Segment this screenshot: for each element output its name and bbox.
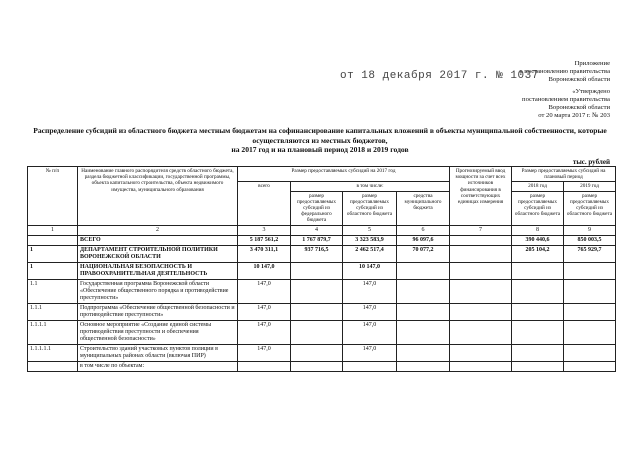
column-number: 3	[238, 225, 291, 235]
row-2018	[512, 320, 564, 344]
row-name: в том числе по объектам:	[78, 361, 238, 371]
row-name: Основное мероприятие «Создание единой системы противодействия преступности и обеспечения общественной безопасности»	[78, 320, 238, 344]
row-mun	[397, 361, 450, 371]
row-fed	[291, 303, 343, 320]
table-row	[28, 279, 616, 303]
header-sub-2018: размер предоставляемых субсидий из областного бюджета	[512, 191, 564, 225]
row-2018	[512, 361, 564, 371]
title-line: на 2017 год и на плановый период 2018 и 2019 годов	[231, 145, 409, 155]
row-2019	[564, 320, 616, 344]
table-row	[28, 361, 616, 371]
row-number	[28, 235, 78, 245]
row-forecast	[450, 279, 512, 303]
row-number: 1.1.1	[28, 303, 78, 320]
column-number: 2	[78, 225, 238, 235]
row-fed: 1 767 879,7	[291, 235, 343, 245]
header-forecast: Прогнозируемый ввод мощности за счет всех источников финансирования в соответствующих единицах измерения	[450, 167, 512, 226]
table-row	[28, 235, 616, 245]
row-mun	[397, 303, 450, 320]
row-fed	[291, 344, 343, 361]
row-number: 1	[28, 262, 78, 279]
title-line: Распределение субсидий из областного бюджета местным бюджетам на софинансирование капитальных вложений в объекты муниципальной собственности, которые	[33, 126, 607, 135]
row-reg: 147,0	[343, 320, 397, 344]
table-row	[28, 245, 616, 262]
row-2018	[512, 279, 564, 303]
header-reg: размер предоставляемых субсидий из областного бюджета	[343, 191, 397, 225]
row-2018: 390 440,6	[512, 235, 564, 245]
row-reg: 147,0	[343, 303, 397, 320]
row-forecast	[450, 320, 512, 344]
header-sub-2019: размер предоставляемых субсидий из областного бюджета	[564, 191, 616, 225]
row-name: Строительство зданий участковых пунктов полиции в муниципальных районах области (включая ПИР)	[78, 344, 238, 361]
row-reg: 147,0	[343, 344, 397, 361]
row-total: 3 470 311,1	[238, 245, 291, 262]
row-mun: 96 097,6	[397, 235, 450, 245]
row-2019	[564, 344, 616, 361]
row-reg: 2 462 517,4	[343, 245, 397, 262]
date-stamp: от 18 декабря 2017 г. № 1037	[340, 70, 539, 82]
row-mun	[397, 262, 450, 279]
header-fed: размер предоставляемых субсидий из федерального бюджета	[291, 191, 343, 225]
row-fed	[291, 262, 343, 279]
annex-line: к постановлению правительства	[519, 68, 610, 75]
row-fed	[291, 320, 343, 344]
column-number-row	[28, 225, 616, 235]
row-number: 1.1	[28, 279, 78, 303]
row-2019: 850 003,5	[564, 235, 616, 245]
row-mun	[397, 320, 450, 344]
annex-line: Приложение	[574, 60, 610, 67]
row-total: 10 147,0	[238, 262, 291, 279]
document-title	[20, 126, 620, 155]
header-row	[28, 167, 616, 182]
annex-line: Воронежской области	[548, 76, 610, 83]
column-number: 1	[28, 225, 78, 235]
row-2019	[564, 361, 616, 371]
row-fed	[291, 279, 343, 303]
row-forecast	[450, 344, 512, 361]
row-number	[28, 361, 78, 371]
column-number: 7	[450, 225, 512, 235]
header-size-2017: Размер предоставляемых субсидий на 2017 год	[238, 167, 450, 182]
row-2018	[512, 344, 564, 361]
table-row	[28, 262, 616, 279]
row-name: ДЕПАРТАМЕНТ СТРОИТЕЛЬНОЙ ПОЛИТИКИ ВОРОНЕЖСКОЙ ОБЛАСТИ	[78, 245, 238, 262]
row-number: 1.1.1.1.1	[28, 344, 78, 361]
column-number: 9	[564, 225, 616, 235]
column-number: 5	[343, 225, 397, 235]
subsidy-table	[27, 166, 616, 372]
row-reg	[343, 361, 397, 371]
row-2018	[512, 303, 564, 320]
row-mun: 70 077,2	[397, 245, 450, 262]
column-number: 6	[397, 225, 450, 235]
header-no: № п/п	[28, 167, 78, 226]
row-reg: 147,0	[343, 279, 397, 303]
header-incl: в том числе:	[291, 182, 450, 191]
approval-line: Воронежской области	[548, 104, 610, 111]
title-line: осуществляются из местных бюджетов,	[252, 135, 388, 145]
header-2018: 2018 год	[512, 182, 564, 191]
table-row	[28, 344, 616, 361]
row-name: НАЦИОНАЛЬНАЯ БЕЗОПАСНОСТЬ И ПРАВООХРАНИТЕЛЬНАЯ ДЕЯТЕЛЬНОСТЬ	[78, 262, 238, 279]
header-name: Наименование главного распорядителя средств областного бюджета, раздела бюджетной классификации, государственной программы, объекта капитального строительства, объекта недвижимого имущества, муниципального образования	[78, 167, 238, 226]
header-total: всего	[238, 182, 291, 225]
table-row	[28, 320, 616, 344]
row-fed: 937 716,5	[291, 245, 343, 262]
row-name: ВСЕГО	[78, 235, 238, 245]
row-total: 5 187 561,2	[238, 235, 291, 245]
row-total	[238, 361, 291, 371]
approval-line: «Утверждено	[572, 88, 610, 95]
row-number: 1	[28, 245, 78, 262]
row-2019	[564, 262, 616, 279]
row-reg: 10 147,0	[343, 262, 397, 279]
row-total: 147,0	[238, 279, 291, 303]
row-number: 1.1.1.1	[28, 320, 78, 344]
header-plan: Размер предоставляемых субсидий на плановый период	[512, 167, 616, 182]
row-total: 147,0	[238, 303, 291, 320]
row-2018: 205 104,2	[512, 245, 564, 262]
row-2018	[512, 262, 564, 279]
row-2019: 765 929,7	[564, 245, 616, 262]
header-mun: средства муниципального бюджета	[397, 191, 450, 225]
approval-note	[390, 88, 610, 120]
row-forecast	[450, 245, 512, 262]
row-forecast	[450, 303, 512, 320]
table-row	[28, 303, 616, 320]
row-mun	[397, 279, 450, 303]
header-2019: 2019 год	[564, 182, 616, 191]
row-2019	[564, 279, 616, 303]
row-forecast	[450, 262, 512, 279]
units-label: тыс. рублей	[572, 158, 610, 166]
column-number: 8	[512, 225, 564, 235]
row-name: Подпрограмма «Обеспечение общественной безопасности и противодействие преступности»	[78, 303, 238, 320]
approval-line: постановлением правительства	[522, 96, 610, 103]
column-number: 4	[291, 225, 343, 235]
row-total: 147,0	[238, 320, 291, 344]
row-forecast	[450, 361, 512, 371]
row-mun	[397, 344, 450, 361]
approval-line: от 20 марта 2017 г. № 203	[538, 112, 610, 119]
row-reg: 3 323 583,9	[343, 235, 397, 245]
row-total: 147,0	[238, 344, 291, 361]
row-2019	[564, 303, 616, 320]
row-forecast	[450, 235, 512, 245]
row-name: Государственная программа Воронежской области «Обеспечение общественного порядка и противодействие преступности»	[78, 279, 238, 303]
row-fed	[291, 361, 343, 371]
